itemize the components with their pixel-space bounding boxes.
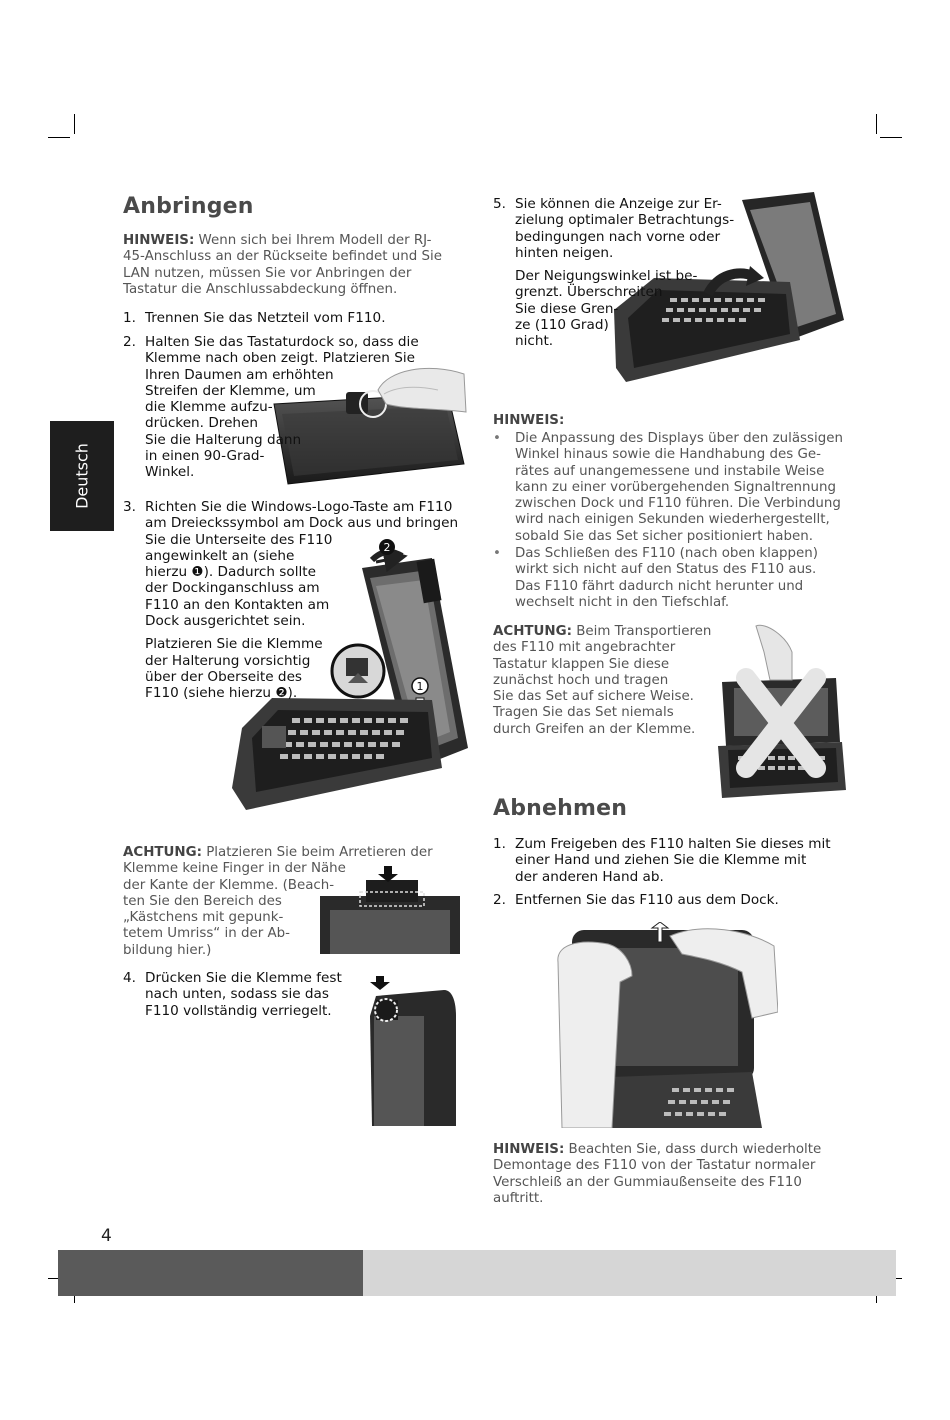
- step-line: hierzu ❶). Dadurch sollte: [145, 564, 316, 581]
- step-line: Halten Sie das Tastaturdock so, dass die: [145, 334, 419, 350]
- caution-line: ten Sie den Bereich des: [123, 893, 282, 909]
- caution-line: „Kästchens mit gepunk-: [123, 910, 284, 926]
- step-line: angewinkelt an (siehe: [145, 547, 295, 564]
- caution-line: Platzieren Sie beim Arretieren der: [201, 845, 433, 860]
- hint-line: Wenn sich bei Ihrem Modell der RJ-: [194, 233, 432, 248]
- step-number: 4.: [123, 970, 136, 986]
- footer-bar-light: [363, 1250, 896, 1296]
- step-line: Sie die Halterung dann: [145, 431, 302, 448]
- hint-line: auftritt.: [493, 1190, 544, 1206]
- hint-line: Beachten Sie, dass durch wiederholte: [564, 1142, 822, 1157]
- step-3: [123, 499, 473, 702]
- bullet-line: wird nach einigen Sekunden wiederhergestellt,: [515, 512, 830, 528]
- hint-line: Demontage des F110 von der Tastatur normaler: [493, 1158, 816, 1174]
- caution-line: Sie das Set auf sichere Weise.: [493, 689, 694, 705]
- bullet-dot: •: [493, 431, 501, 446]
- step-line: F110 vollständig verriegelt.: [145, 1002, 332, 1019]
- caution-label: ACHTUNG:: [493, 624, 572, 639]
- tablet-removal-illustration: [552, 922, 778, 1128]
- hint-label: HINWEIS:: [493, 1142, 565, 1157]
- step-line: am Dreieckssymbol am Dock aus und bringen: [145, 515, 459, 532]
- step-line: über der Oberseite des: [145, 668, 303, 685]
- step-line: F110 an den Kontakten am: [145, 596, 330, 613]
- language-tab: [50, 421, 114, 531]
- caution-line: zunächst hoch und tragen: [493, 672, 669, 688]
- caution-line: Tragen Sie das Set niemals: [493, 705, 674, 721]
- hint-line: Tastatur die Anschlussabdeckung öffnen.: [123, 281, 398, 297]
- bullet-line: wechselt nicht in den Tiefschlaf.: [515, 594, 730, 610]
- caution-line: des F110 mit angebrachter: [493, 640, 676, 656]
- step-line: Sie können die Anzeige zur Er-: [515, 196, 722, 212]
- caution-label: ACHTUNG:: [123, 845, 202, 860]
- bullet-line: Die Anpassung des Displays über den zulässigen: [515, 431, 843, 446]
- caution-note-right: [493, 624, 723, 738]
- step-number: 2.: [493, 892, 506, 908]
- hint-line: LAN nutzen, müssen Sie vor Anbringen der: [123, 265, 412, 281]
- step-line: der Halterung vorsichtig: [145, 652, 311, 669]
- hint-bullet-1: [493, 431, 848, 545]
- step-line: Klemme nach oben zeigt. Platzieren Sie: [145, 350, 415, 367]
- step-line: Platzieren Sie die Klemme: [145, 636, 323, 653]
- step-line: nach unten, sodass sie das: [145, 986, 329, 1003]
- step-line: die Klemme aufzu-: [145, 399, 273, 416]
- step-line: grenzt. Überschreiten: [515, 284, 663, 301]
- step-number: 1.: [123, 310, 136, 326]
- step-line: Entfernen Sie das F110 aus dem Dock.: [515, 892, 779, 908]
- caution-line: durch Greifen an der Klemme.: [493, 721, 696, 737]
- step-number: 5.: [493, 196, 506, 212]
- bullet-line: Das Schließen des F110 (nach oben klappen): [515, 546, 819, 561]
- step-number: 2.: [123, 334, 136, 350]
- step-line: Streifen der Klemme, um: [145, 382, 316, 399]
- step-5: [493, 196, 743, 350]
- hint-label: HINWEIS:: [493, 413, 565, 428]
- carry-warning-illustration: [716, 622, 846, 800]
- hint-note-right: [493, 413, 848, 429]
- crop-mark: [876, 114, 877, 134]
- section-heading-anbringen: Anbringen: [123, 194, 254, 219]
- bullet-line: kann zu einer vorübergehenden Signaltrennung: [515, 479, 837, 495]
- step-line: Der Neigungswinkel ist be-: [515, 268, 698, 285]
- hint-note-wear: [493, 1142, 853, 1207]
- bullet-line: zwischen Dock und F110 führen. Die Verbindung: [515, 496, 841, 512]
- caution-note: [123, 845, 463, 959]
- step-line: ze (110 Grad): [515, 317, 609, 334]
- step-line: Sie diese Gren-: [515, 300, 619, 317]
- step-number: 3.: [123, 499, 136, 515]
- step-line: Dock ausgerichtet sein.: [145, 613, 306, 630]
- step-line: Richten Sie die Windows-Logo-Taste am F110: [145, 499, 453, 515]
- step-line: der Dockinganschluss am: [145, 580, 320, 597]
- caution-line: Tastatur klappen Sie diese: [493, 656, 670, 672]
- language-tab-label: Deutsch: [72, 443, 92, 509]
- hint-line: 45-Anschluss an der Rückseite befindet und Sie: [123, 249, 442, 265]
- page-number: 4: [101, 1226, 112, 1246]
- step-line: Drücken Sie die Klemme fest: [145, 970, 342, 986]
- crop-mark: [48, 137, 70, 138]
- caution-line: Klemme keine Finger in der Nähe: [123, 861, 346, 877]
- step-line: nicht.: [515, 333, 554, 350]
- caution-line: der Kante der Klemme. (Beach-: [123, 877, 335, 893]
- step-2: [123, 334, 468, 481]
- step-line: einer Hand und ziehen Sie die Klemme mit: [515, 852, 807, 869]
- step-line: Sie die Unterseite des F110: [145, 531, 333, 548]
- step-line: in einen 90-Grad-: [145, 448, 265, 465]
- step-line: Trennen Sie das Netzteil vom F110.: [145, 310, 386, 326]
- step-4: [123, 970, 363, 1019]
- step-line: Winkel.: [145, 464, 195, 481]
- step-1: [123, 310, 468, 326]
- marker-2: 2: [383, 541, 391, 554]
- caution-line: bildung hier.): [123, 942, 212, 958]
- bullet-line: Das F110 fährt dadurch nicht herunter und: [515, 578, 804, 594]
- remove-step-1: [493, 836, 853, 885]
- caution-line: Beim Transportieren: [571, 624, 712, 639]
- bullet-dot: •: [493, 546, 501, 561]
- remove-step-2: [493, 892, 853, 908]
- hint-line: Verschleiß an der Gummiaußenseite des F110: [493, 1174, 802, 1190]
- step-line: hinten neigen.: [515, 244, 614, 261]
- step-line: bedingungen nach vorne oder: [515, 228, 721, 245]
- step-line: der anderen Hand ab.: [515, 868, 664, 885]
- bullet-line: wirkt sich nicht auf den Status des F110 aus.: [515, 562, 817, 578]
- step-number: 1.: [493, 836, 506, 852]
- step-line: Zum Freigeben des F110 halten Sie dieses mit: [515, 836, 831, 852]
- footer-bar-dark: [58, 1250, 363, 1296]
- step-line: drücken. Drehen: [145, 415, 259, 432]
- hint-bullet-2: [493, 546, 848, 611]
- bullet-line: rätes auf unangemessene und instabile Weise: [515, 463, 825, 479]
- marker-1: 1: [416, 680, 424, 693]
- step-line: Ihren Daumen am erhöhten: [145, 366, 334, 383]
- crop-mark: [880, 137, 902, 138]
- caution-line: tetem Umriss“ in der Ab-: [123, 926, 290, 942]
- bullet-line: sobald Sie das Set sicher positioniert haben.: [515, 528, 813, 544]
- crop-mark: [74, 114, 75, 134]
- step-line: F110 (siehe hierzu ❷).: [145, 685, 298, 702]
- step-line: zielung optimaler Betrachtungs-: [515, 212, 735, 229]
- hint-note: [123, 233, 468, 298]
- hint-label: HINWEIS:: [123, 233, 195, 248]
- section-heading-abnehmen: Abnehmen: [493, 796, 628, 821]
- clamp-press-illustration: [364, 976, 456, 1126]
- bullet-line: Winkel hinaus sowie die Handhabung des Ge-: [515, 447, 821, 463]
